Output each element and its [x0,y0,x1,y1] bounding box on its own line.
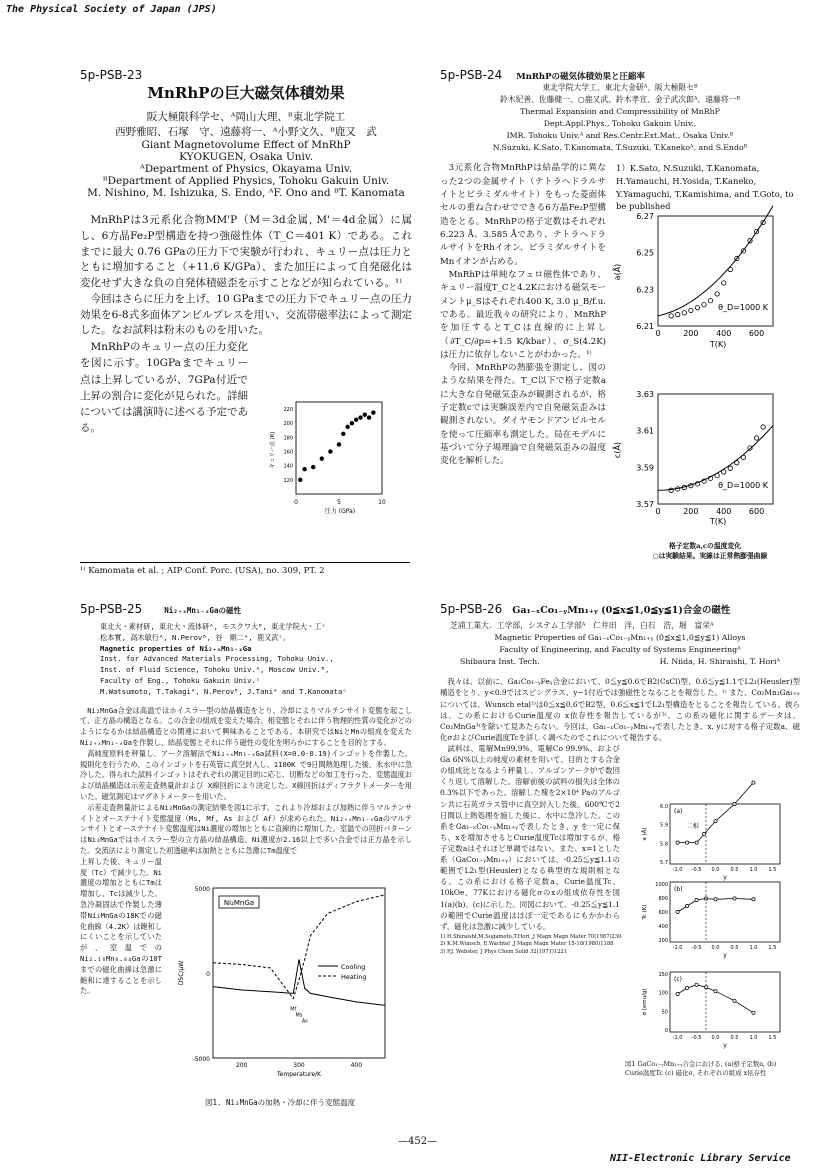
tick-label: 0 [206,971,210,978]
legend-label: Cooling [341,963,366,971]
reference: 3) P.J. Webster, J Phys Chem Solid 32(1971)1221 [440,948,568,955]
affiliation-en: Inst. for Advanced Materials Processing, Tohoku Univ., [100,654,334,664]
data-point [685,904,688,907]
tick-label: 1.5 [768,867,777,873]
tick-label: 0.0 [711,867,720,873]
journal-header: The Physical Society of Japan (JPS) [6,4,217,15]
panel-tag: (c) [674,976,682,983]
data-point [676,910,679,913]
figure-caption: ○は実験結果。実線は正常熱膨張曲線 [652,552,768,560]
tick-label: 5000 [194,886,210,893]
lattice-a-chart [613,212,780,352]
data-point [311,465,315,469]
data-point [728,267,732,271]
data-point [702,303,706,307]
y-axis-label: Tc (K) [642,904,648,920]
tick-label: 1.5 [768,945,777,951]
library-footer: NII-Electronic Library Service [610,1153,791,1164]
data-point [676,992,679,995]
tick-label: 0.5 [730,1035,739,1041]
data-point [359,416,363,420]
data-point [708,299,712,303]
data-point [754,436,758,440]
tick-label: 180 [283,435,293,442]
y-axis-label: σ (emu/g) [642,988,648,1016]
abstract-title: Ni₂₊ₓMn₁₋ₓGaの磁性 [164,606,241,615]
transition-label: Ms [295,1012,303,1019]
body-paragraph: Ni₂MnGa合金は高温ではホイスラー型の結晶構造をとり、冷却によりマルテンサイト変態を起こして、正方晶の構造となる。この合金の組成を変えた場合、相変態とそれに伴う物理的性質の変化がどのようになるかは結晶構造との関連において興味あることである。本研究ではNiとMnの組成を変えたNi₂₊ₓMn₁₋ₓGaを作製し、結晶変態とそれに伴う磁性の変化を明らかにすることを目的とする。 [80,705,412,747]
figure-caption: 格子定数a,cの温度変化 [668,542,742,550]
x-axis-label: y [723,952,727,959]
title-en: Thermal Expansion and Compressibility of MnRhP [520,107,720,117]
affiliation-en: KYOKUGEN, Osaka Univ. [179,151,313,163]
data-point [752,898,755,901]
figure-caption: 図1. Ni₂MnGaの加熱・冷却に伴う変態温度 [205,1098,356,1107]
affiliation-en: IMR. Tohoku Univ.ᴬ and Res.Centr.Ext.Mat., Osaka Univ.ᴮ [506,131,734,141]
tick-label: 1.5 [768,1035,777,1041]
tick-label: 6.25 [636,248,654,258]
body-paragraph: MnRhPは単純なフェロ磁性体であり、キュリー温度T_Cと4.2Kにおける磁気モーメントμ_Sはそれぞれ400 K, 3.0 μ_B/f.u.である。最近我々の研究により、MnRhPを加圧するとT_Cは直線的に上昇し（∂T_C/∂p=+1.5 K/kbar）、σ_S(4.2K)は圧力に依存しないことがわかった。¹⁾ [440,269,606,360]
curie-pressure-chart [270,398,388,515]
data-point [695,898,698,901]
tick-label: 6.23 [636,285,654,295]
data-point [715,473,719,477]
affiliation-jp: 阪大極限科学セ、ᴬ岡山大理、ᴮ東北学院工 [146,111,346,123]
y-axis-label: c(Å) [613,441,622,459]
affiliation-en: ᴮDepartment of Applied Physics, Tohoku Gakuin Univ. [102,175,390,187]
legend-label: Heating [341,973,367,981]
authors-jp: 松本實, 高木敏行ᴬ, N.Perovᴮ, 谷 順二ᴬ, 鹿又武ᶜ。 [100,632,291,642]
tick-label: 600 [748,507,765,516]
x-axis-label: T(K) [709,340,727,349]
body-paragraph: 試料は、電解Mn99.9%、電解Co 99.9%、およびGa 6N%以上の純度の素材を用いて、目的とする合金の組成比となるよう秤量し、アルゴンアーク炉で数回くり返して溶解した。溶解前後の試料の損失は全体の0.3%以下であった。溶解した塊を2×10⁴ Paのアルゴン共に石英ガラス管中に真空封入した後、600℃で2日間以上熱処理を施した後に、水中に急冷した。この系をGa₁₋ₓCo₁₋ᵧMn₁₊ᵧで表したとき、y を一定に保ち、xを増加させるとCurie温度Tcは増加するが、格子定数aはそれほど単調ではない。また、x=1とした系（GaCo₁₋ᵧMn₁₊ᵧ）においては、-0.25≦y≦1.1の範囲でL2₁型(Heusler)となる典型的な規則相となる。この系における格子定数a、Curie温度Tc、10kOe、77Kにおける磁化σのxの組成依存性を図1(a)(b)、(c)に示した。同図において、-0.25≦y≦1.1の範囲でCurie温度はほぼ一定であるにもかかわらず、磁化は急激に減少している。 [440,743,620,931]
y-axis-label: a(Å) [613,263,622,281]
title-en: Magnetic properties of Ni₂₊ₓMn₁₋ₓGa [100,643,252,653]
data-point [329,450,333,454]
data-point [367,416,371,420]
data-point [299,478,303,482]
tick-label: 10 [378,499,386,506]
data-point [669,314,673,318]
institution: Shibaura Inst. Tech. [460,657,540,667]
curie-vs-y-chart [640,878,790,968]
tick-label: -1.0 [672,945,683,951]
tick-label: 0 [664,1028,668,1034]
tick-label: 3.57 [636,500,654,509]
lattice-vs-y-chart [640,800,790,890]
data-point [372,411,376,415]
data-point [752,781,755,784]
data-point [337,443,341,447]
tick-label: 3.61 [636,426,654,436]
data-point [695,305,699,309]
data-point [676,312,680,316]
tick-label: 0 [655,507,661,516]
data-point [735,461,739,465]
tick-label: 800 [658,896,668,902]
data-point [682,311,686,315]
data-point [676,841,679,844]
data-point [695,983,698,986]
data-point [669,488,673,492]
affiliation-en: Faculty of Eng., Tohoku Gakuin Univ.ᶜ [100,675,261,685]
data-point [685,986,688,989]
tick-label: 3.59 [636,463,654,473]
plot-frame [670,882,780,942]
affiliation-jp: 芝浦工業大．工学部，システム工学部ᴬ 仁井田 洋，白石 浩，堀 富栄ᴬ [450,621,714,630]
abstract-title: Ga₁₋ₓCo₁₋ᵧMn₁₊ᵧ (0≦x≦1,0≦y≦1)合金の磁性 [512,605,731,616]
tick-label: 100 [658,990,668,997]
tick-label: -5000 [192,1056,210,1063]
tick-label: 120 [283,477,293,484]
affiliation-en: ᴬDepartment of Physics, Okayama Univ. [139,163,353,175]
tick-label: -1.0 [672,1035,683,1041]
tick-label: 6.21 [636,322,654,331]
data-point [346,425,350,429]
abstract-id: 5p-PSB-24 [440,68,503,82]
data-point [728,466,732,470]
lattice-c-chart [613,390,780,526]
y-axis-label: キュリー点 (K) [270,431,276,469]
data-point [350,421,354,425]
data-point [722,470,726,474]
panel-tag: (b) [674,886,683,893]
body-paragraph: 今回、MnRhPの熱膨張を測定し、図のような結果を得た。T_C以下で格子定数aに大きな自発磁気歪みが観測されるが、格子定数cでは実験誤差内で自発磁気歪みは観測されない。ダイヤモンドアンビルセルを使って圧縮率も測定した。局在モデルに基づいて分子場理論で自発磁気歪みの温度変化を解析した。 [440,363,606,467]
tick-label: 5.9 [660,822,668,829]
abstract-title: MnRhPの巨大磁気体積効果 [147,84,345,102]
theta-label: θ_D=1000 K [718,303,768,312]
tick-label: 0 [294,499,298,506]
tick-label: 200 [658,938,668,944]
tick-label: 200 [235,1062,248,1069]
body-paragraph: 我々は、以前に、Ga₁Co₁₋ᵧFeᵧ合金において、0≦y≦0.6でB2(CsCl)型、0.6≦y≦1.1でL2₁(Heusler)型構造をとり、y<0.9ではスピングラス、y~1付近では強磁性となることを報告した。¹⁾ また、Co₂Mn₁Ga₁₊ₓについては、Wunsch etal²⁾は0≦x≦0.6でB2型、0.6≦x≦1でL2₁型構造をとることを報告している。彼らは、この系におけるCurie温度の x依存性を報告しているが³⁾、この系の磁化に関するデータは、Co₂MnGa³⁾を除いて見あたらない。今回は、Ga₁₋ₓCo₁₋ᵧMn₁₊ᵧで表したとき、x, yに対する格子定数a、磁化σおよびCurie温度Tcを詳しく調べたのでこれについて報告する。 [440,677,800,742]
panel-tag: (a) [674,808,683,815]
tick-label: 0.5 [730,945,739,951]
tick-label: 400 [658,924,668,930]
magnetization-vs-y-chart [640,968,790,1058]
body-paragraph: 示差走査熱量計によるNi₂MnGaの測定結果を図1に示す。これより冷却および加熱に伴うマルテンサイトとオーステナイト変態温度（Ms, Mf, As および Af）が求められた。Ni₂₊ₓMn₁₋ₓGaのマルテンサイトとオーステナイト変態温度はNi濃度の増加とともに直線的に増加した。室温での回折パターンはNi₂MnGaではホイスラー型の立方晶の結晶構造、Ni濃度が2.16以上で多い合金では正方晶を示した。交流法により測定した初透磁率は加熱とともに急激にTm温度で [80,802,412,855]
tick-label: 1.0 [749,1035,758,1041]
data-point [714,898,717,901]
abstract-id: 5p-PSB-26 [440,602,503,616]
affiliation-en: Inst. of Fluid Science, Tohoku Univ.ᴬ, Moscow Univ.ᴮ, [100,665,330,675]
abstract-p23 [80,68,412,588]
page-number: —452— [398,1136,438,1147]
tick-label: 5.7 [660,860,668,866]
data-point [320,457,324,461]
authors-jp: 鈴木紀善、佐藤健一、○鹿又武、鈴木孝宣、金子武次郎ᴬ、遠藤将一ᴮ [499,95,741,105]
affiliation-en: Dept.Appl.Phys., Tohoku Gakuin Univ., [543,119,697,129]
data-point [722,281,726,285]
data-point [714,990,717,993]
authors-en: M.Watsumoto, T.Takagiᴬ, N.Perovᴮ, J.Taniᴬ and T.Kanomataᶜ [100,686,347,696]
phase-note: 二相 [686,823,699,830]
tick-label: 5 [337,499,341,506]
tick-label: 150 [658,972,668,978]
tick-label: 400 [350,1062,363,1069]
trend-line [678,985,754,1013]
tick-label: -0.5 [691,1035,702,1041]
body-paragraph: 今回はさらに圧力を上げ、10 GPaまでの圧力下でキュリー点の圧力効果を6-8式多面体アンビルプレスを用い、交流帯磁率法によって測定した。なお試料は粉末のものを用いた。 [80,292,412,337]
reference: 1) H.Shiraishi,M.Sugamoto,T.Hori ,J Magn Magn Mater 70(1987)230 [440,933,622,940]
dsc-chart [175,882,395,1082]
reference: 2) K.M.Wunsch, E.Wachtel ,J Magn Magn Mater 15-18(1980)1188 [440,941,614,948]
tick-label: 400 [716,507,732,516]
data-point [354,418,358,422]
tick-label: 0.0 [711,945,720,951]
affiliation-jp: 東北学院大学工、東北大金研ᴬ、阪大極限セᴮ [542,83,698,92]
data-point [761,425,765,429]
tick-label: 0 [655,329,661,338]
legend-title: Ni₂MnGa [223,899,255,907]
title-en: Magnetic Properties of Ga₁₋ₓCo₁₋ᵧMn₁₊ᵧ (0≦x≦1,0≦y≦1) Alloys [494,633,746,643]
abstract-title: MnRhPの磁気体積効果と圧縮率 [516,72,646,82]
tick-label: 50 [661,1009,668,1016]
data-point [703,832,706,835]
data-point [714,820,717,823]
tick-label: 160 [283,449,293,456]
references [440,934,640,957]
tick-label: -0.5 [691,867,702,873]
tick-label: 200 [283,421,293,428]
tick-label: 200 [683,329,699,338]
y-axis-label: DSC/μW [178,960,185,986]
data-point [733,802,736,805]
body-paragraph: 高純度原料を秤量し、アーク溶解法でNi₂₊ₓMn₁₋ₓGa試料(X=0.0-0.19)インゴットを作製した。規則化を行うため、このインゴットを石英管に真空封入し、1100K で9日間熱処理した後、氷水中に急冷した。得られた試料インゴットはそれぞれの測定目的に応じ、切断などの加工を行った。変態温度および結晶構造は示差走査熱量計および X線回折により決定した。X線回折はディフラクトメーターを用いた。磁気測定はマグネトメーターを用いた。 [80,748,412,801]
body-paragraph: MnRhPは3元系化合物MM'P（M＝3d金属, M'＝4d金属）に属し、6方晶Fe₂P型構造を持つ強磁性体（T_C＝401 K）である。これまでに最大 0.76 GPaの圧力下で実験が行われ、キュリー点は圧力とともに増加すること（+11.6 K/GPa）、また加圧によって自発磁化は変化せず大きな負の自発体積磁歪を示すことなどが知られている。¹⁾ [80,214,412,289]
tick-label: -1.0 [672,867,683,873]
transition-label: Mf [290,1006,297,1013]
tick-label: 5.8 [660,841,668,848]
footnote: ¹⁾ Kamomata et al. ; AIP Conf. Porc. (USA), no. 309, PT. 2 [80,562,410,578]
affiliation-jp: 東北大・素材研, 東北大・流体研ᴬ, モスクワ大ᴮ, 東北学院大・工ᶜ [100,622,326,631]
data-point [695,841,698,844]
x-axis-label: 圧力 (GPa) [324,508,356,515]
body-paragraph: 3元系化合物MnRhPは結晶学的に異なった2つの金属サイト（テトラヘドラルサイトとピラミダルサイト）をもった菱面体セルの重ね合わせでできる6方晶Fe₂P型構造をとる。MnRhPの格子定数はそれぞれ6.223 Å、3.585 Åであり、テトラヘドラルサイトをRhイオン、ピラミダルサイトをMnイオンが占める。 [440,163,606,267]
body-paragraph: 上昇した後、キュリー温度（Tc）で減少した。Ni濃度の増加とともにTmは増加し、Tcは減少した。急冷凝固法で作製した薄帯Ni₂MnGaの18Kでの磁化曲線（4.2K）は飽和しにくいことを示していたが、室温でのNi₂.₁₆Mn₀.₈₄Gaの10Tまでの磁化曲線は急激に飽和に達することを示した。 [80,856,162,996]
data-point [733,897,736,900]
tick-label: -0.5 [691,945,702,951]
tick-label: 0.0 [711,1035,720,1041]
abstract-id: 5p-PSB-25 [80,602,143,616]
figure-caption: 図1 GaCo₁₋ᵧMn₁₊ᵧ合金における, (a)格子定数a, (b) Curie温度Tc (c) 磁化σ, それぞれの組成 x依存性 [625,1060,777,1077]
data-point [303,467,307,471]
tick-label: 600 [748,329,765,338]
data-point [363,413,367,417]
data-point [733,999,736,1002]
tick-label: 600 [658,910,668,916]
data-point [715,292,719,296]
tick-label: 400 [716,329,732,338]
title-en: Giant Magnetovolume Effect of MnRhP [141,139,351,151]
tick-label: 1.0 [749,867,758,873]
data-point [689,308,693,312]
theta-label: θ_D=1000 K [718,481,768,490]
tick-label: 300 [293,1062,305,1069]
tick-label: 3.63 [636,390,654,399]
tick-label: 220 [283,407,293,414]
abstract-id: 5p-PSB-23 [80,68,143,82]
tick-label: 1000 [655,882,668,888]
tick-label: 6.27 [636,212,654,221]
affiliation-en [440,656,800,668]
y-axis-label: a (Å) [642,827,648,841]
data-point [752,1011,755,1014]
x-axis-label: T(K) [709,517,727,526]
reference: 1）K.Sato, N.Suzuki, T.Kanomata, H.Yamauchi, H.Yosida, T.Kaneko, Y.Yamaguchi, T.Kamishima, and T.Goto, to be published [616,163,794,212]
x-axis-label: y [723,874,727,881]
x-axis-label: Temperature/K [277,1071,321,1078]
authors-en: M. Nishino, M. Ishizuka, S. Endo, ᴬF. Ono and ᴮT. Kanomata [87,187,405,199]
tick-label: 140 [283,463,293,470]
plot-frame [670,972,780,1032]
body-paragraph: MnRhPのキュリー点の圧力変化を図に示す。10GPaまでキュリー点は上昇しているが、7GPa付近で上昇の割合に変化が見られた。詳細については講演時に述べる予定である。 [80,341,248,435]
tick-label: 0.5 [730,867,739,873]
data-point [741,455,745,459]
affiliation-en: Faculty of Engineering, and Faculty of Systems Engineeringᴬ [499,645,741,655]
tick-label: 6.0 [660,804,668,810]
authors-en: N.Suzuki, K.Sato, T.Kanomata, T.Suzuki, T.Kanekoᴬ, and S.Endoᴮ [492,143,748,153]
x-axis-label: y [723,1042,727,1049]
tick-label: 200 [683,507,699,516]
transition-label: As [301,1018,308,1025]
authors-en: H. Niida, H. Shiraishi, T. Horiᴬ [659,657,780,667]
tick-label: 1.0 [749,945,758,951]
data-point [685,841,688,844]
fit-curve [658,206,773,316]
data-point [342,432,346,436]
authors-jp: 西野雅昭、石塚 守、遠藤将一、ᴬ小野文久、ᴮ鹿又 武 [115,126,377,138]
series-line [213,895,385,999]
